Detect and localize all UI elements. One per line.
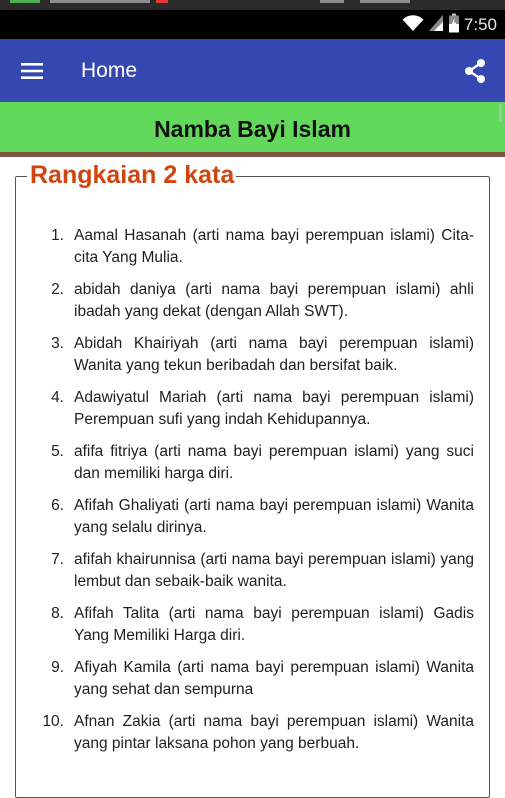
list-item-text: afifah khairunnisa (arti nama bayi perempuan islami) yang lembut dan sebaik-baik wanita.	[74, 551, 474, 590]
share-icon[interactable]	[455, 51, 495, 91]
status-icons	[402, 10, 497, 39]
list-item	[30, 603, 474, 646]
list-item-text: Afifah Talita (arti nama bayi perempuan islami) Gadis Yang Memiliki Harga diri.	[74, 605, 474, 644]
list-item-number: 2.	[51, 281, 64, 298]
list-item-number: 10.	[42, 713, 64, 730]
title-banner	[0, 102, 505, 152]
status-bar	[0, 10, 505, 39]
names-list	[30, 225, 474, 765]
list-item-number: 5.	[51, 443, 64, 460]
notification-strip	[0, 0, 505, 10]
wifi-icon	[402, 14, 424, 36]
scrollbar-thumb[interactable]	[499, 104, 502, 122]
signal-icon	[428, 14, 444, 36]
list-item-text: Afnan Zakia (arti nama bayi perempuan islami) Wanita yang pintar laksana pohon yang berbuah.	[74, 713, 474, 752]
list-item	[30, 711, 474, 754]
list-item	[30, 657, 474, 700]
notification-text-fragment	[50, 0, 150, 3]
list-item	[30, 279, 474, 322]
banner-title: Namba Bayi Islam	[154, 116, 351, 142]
list-item-text: Aamal Hasanah (arti nama bayi perempuan islami) Cita-cita Yang Mulia.	[74, 227, 474, 266]
list-item	[30, 333, 474, 376]
list-item-text: Afiyah Kamila (arti nama bayi perempuan islami) Wanita yang sehat dan sempurna	[74, 659, 474, 698]
notification-text-fragment	[360, 0, 410, 3]
app-bar	[0, 39, 505, 102]
notification-text-fragment	[320, 0, 344, 3]
list-item-number: 3.	[51, 335, 64, 352]
list-item-number: 8.	[51, 605, 64, 622]
section-legend: Rangkaian 2 kata	[27, 158, 236, 192]
hamburger-menu-icon[interactable]	[12, 51, 52, 91]
notification-app-icon	[10, 0, 40, 3]
list-item	[30, 387, 474, 430]
list-item-number: 1.	[51, 227, 64, 244]
battery-icon	[448, 13, 460, 37]
list-item	[30, 495, 474, 538]
banner-divider	[0, 152, 505, 157]
list-item	[30, 549, 474, 592]
list-item	[30, 225, 474, 268]
list-item	[30, 441, 474, 484]
list-item-number: 4.	[51, 389, 64, 406]
list-item-number: 9.	[51, 659, 64, 676]
list-item-text: Adawiyatul Mariah (arti nama bayi perempuan islami) Perempuan sufi yang indah Kehidupannya.	[74, 389, 474, 428]
list-item-text: afifa fitriya (arti nama bayi perempuan islami) yang suci dan memiliki harga diri.	[74, 443, 474, 482]
notification-badge-icon	[156, 0, 168, 3]
status-time: 7:50	[463, 14, 497, 34]
list-item-number: 7.	[51, 551, 64, 568]
page-title: Home	[81, 59, 138, 82]
list-item-text: abidah daniya (arti nama bayi perempuan islami) ahli ibadah yang dekat (dengan Allah SWT).	[74, 281, 474, 320]
list-item-text: Abidah Khairiyah (arti nama bayi perempuan islami) Wanita yang tekun beribadah dan bersifat baik.	[74, 335, 474, 374]
list-item-number: 6.	[51, 497, 64, 514]
list-item-text: Afifah Ghaliyati (arti nama bayi perempuan islami) Wanita yang selalu dirinya.	[74, 497, 474, 536]
